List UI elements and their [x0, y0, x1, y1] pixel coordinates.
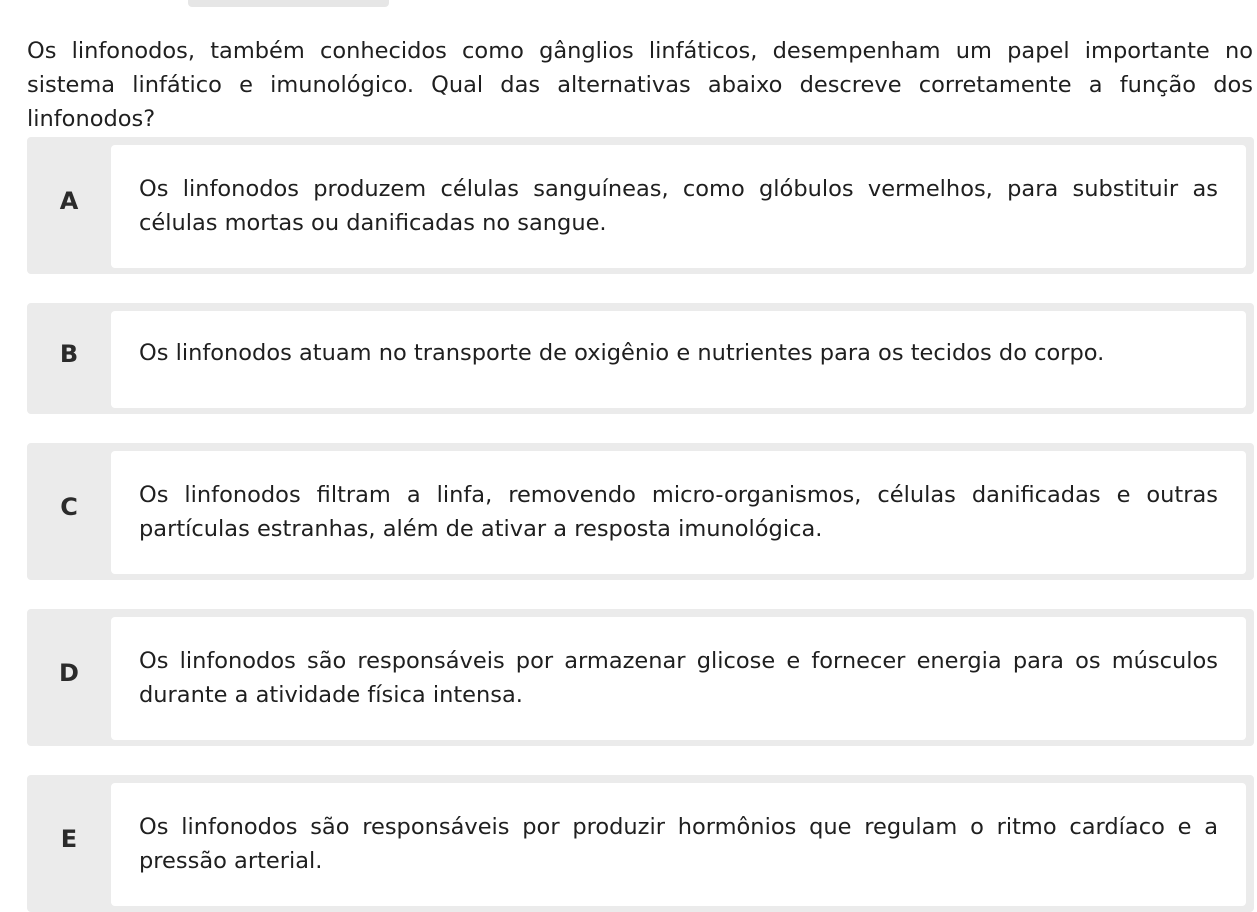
option-text: Os linfonodos produzem células sanguíneas, como glóbulos vermelhos, para substituir as células mortas ou danificadas no sangue.: [139, 176, 1218, 236]
option-card[interactable]: [111, 451, 1246, 574]
option-e[interactable]: [27, 775, 1254, 912]
option-c[interactable]: [27, 443, 1254, 580]
option-text: Os linfonodos são responsáveis por armazenar glicose e fornecer energia para os músculos durante a atividade física intensa.: [139, 648, 1218, 708]
option-letter: A: [59, 187, 79, 215]
option-card[interactable]: [111, 145, 1246, 268]
option-card[interactable]: [111, 617, 1246, 740]
option-card[interactable]: [111, 311, 1246, 408]
option-b[interactable]: [27, 303, 1254, 414]
option-text: Os linfonodos filtram a linfa, removendo micro-organismos, células danificadas e outras partículas estranhas, além de ativar a resposta imunológica.: [139, 482, 1218, 542]
option-letter: E: [60, 825, 78, 853]
option-letter: C: [60, 493, 78, 521]
option-card[interactable]: [111, 783, 1246, 906]
option-letter: B: [59, 340, 79, 368]
option-a[interactable]: [27, 137, 1254, 274]
top-tab[interactable]: [188, 0, 389, 7]
option-d[interactable]: [27, 609, 1254, 746]
option-text: Os linfonodos são responsáveis por produzir hormônios que regulam o ritmo cardíaco e a pressão arterial.: [139, 814, 1218, 874]
question-text: Os linfonodos, também conhecidos como gânglios linfáticos, desempenham um papel importante no sistema linfático e imunológico. Qual das alternativas abaixo descreve corretamente a função dos linfonodos?: [27, 38, 1253, 132]
option-text: Os linfonodos atuam no transporte de oxigênio e nutrientes para os tecidos do corpo.: [139, 340, 1105, 366]
option-letter: D: [59, 659, 79, 687]
